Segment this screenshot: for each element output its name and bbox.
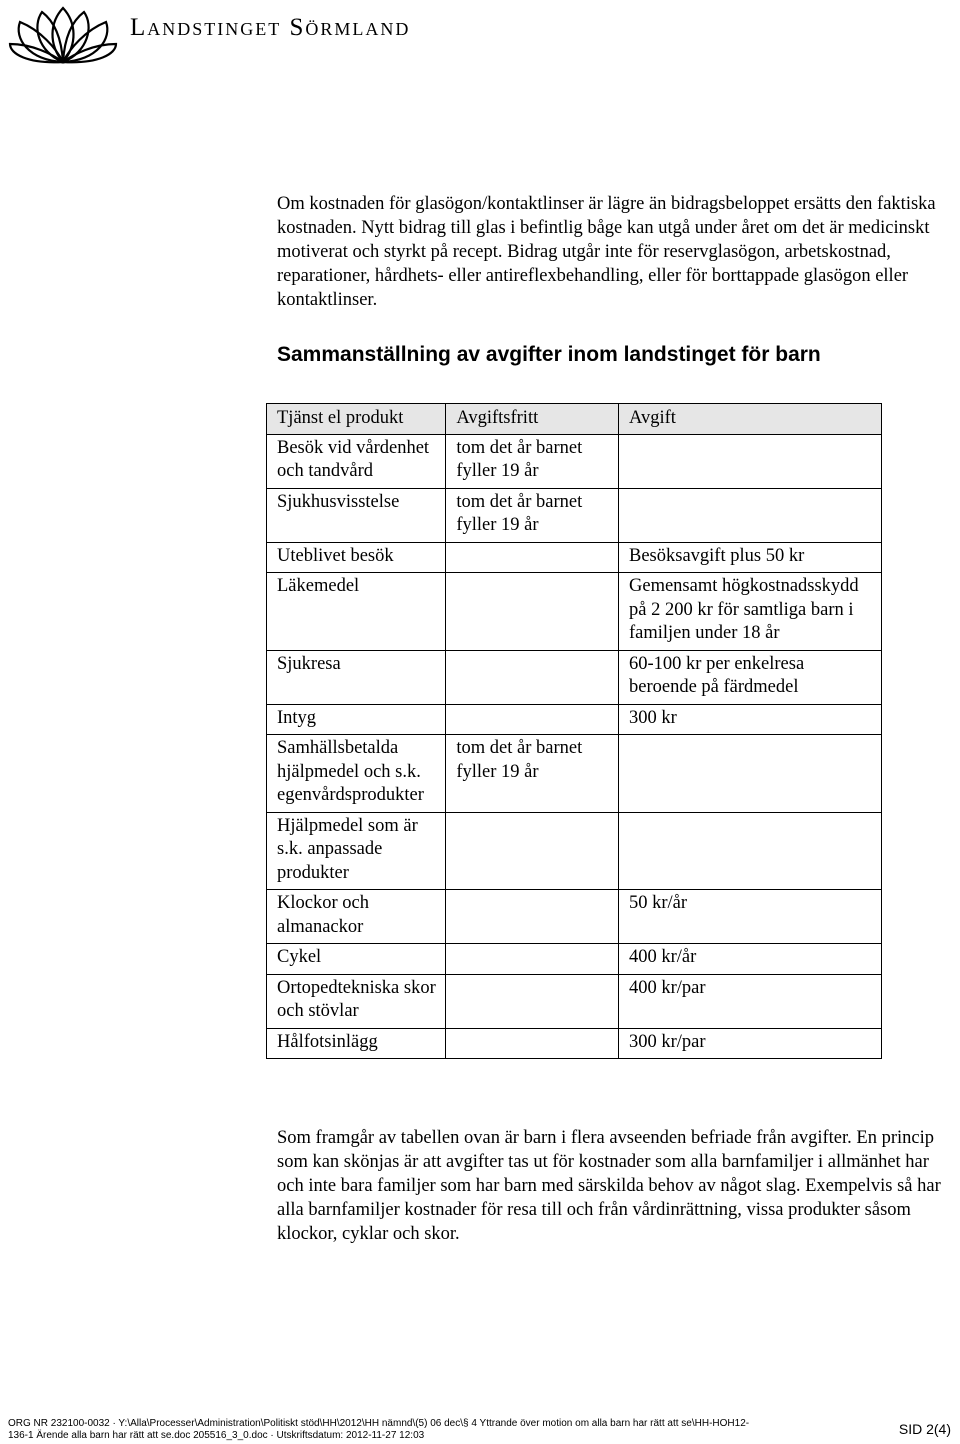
table-cell xyxy=(446,542,619,573)
table-cell: Intyg xyxy=(267,704,446,735)
table-header-row xyxy=(267,404,882,435)
intro-paragraph: Om kostnaden för glasögon/kontaktlinser är lägre än bidragsbeloppet ersätts den faktiska kostnaden. Nytt bidrag till glas i befintlig båge kan utgå under året om det är medicinskt motiverat och styrkt på recept. Bidrag utgår inte för reservglasögon, arbetskostnad, reparationer, hårdhets- eller antireflexbehandling, eller för borttappade glasögon eller kontaktlinser. xyxy=(277,194,936,310)
table-cell xyxy=(619,812,882,890)
table-cell: Sjukhusvisstelse xyxy=(267,488,446,542)
document-footer xyxy=(8,1418,868,1442)
table-cell: Sjukresa xyxy=(267,650,446,704)
table-row xyxy=(267,944,882,975)
table-cell: 400 kr/år xyxy=(619,944,882,975)
section-heading: Sammanställning av avgifter inom landstinget för barn xyxy=(277,343,821,366)
table-row xyxy=(267,974,882,1028)
fee-table xyxy=(266,403,882,1059)
table-cell: Uteblivet besök xyxy=(267,542,446,573)
table-row xyxy=(267,1028,882,1059)
table-cell: Läkemedel xyxy=(267,573,446,651)
table-cell xyxy=(446,974,619,1028)
table-cell xyxy=(619,735,882,813)
column-header: Avgift xyxy=(619,404,882,435)
closing-paragraph: Som framgår av tabellen ovan är barn i flera avseenden befriade från avgifter. En princip som kan skönjas är att avgifter tas ut för kostnader som alla barnfamiljer i allmänhet har och inte bara familjer som har barn med särskilda behov av något slag. Exempelvis så har alla barnfamiljer kostnader för resa till och från vårdinrättning, vissa produkter såsom klockor, cyklar och skor. xyxy=(277,1128,941,1244)
table-cell: tom det år barnet fyller 19 år xyxy=(446,735,619,813)
table-cell: 50 kr/år xyxy=(619,890,882,944)
table-cell: 300 kr/par xyxy=(619,1028,882,1059)
table-cell: 300 kr xyxy=(619,704,882,735)
column-header: Tjänst el produkt xyxy=(267,404,446,435)
table-row xyxy=(267,890,882,944)
table-row xyxy=(267,704,882,735)
table-cell xyxy=(446,704,619,735)
table-cell: Gemensamt högkostnadsskydd på 2 200 kr för samtliga barn i familjen under 18 år xyxy=(619,573,882,651)
table-cell: Hjälpmedel som är s.k. anpassade produkter xyxy=(267,812,446,890)
table-row xyxy=(267,812,882,890)
table-cell: tom det år barnet fyller 19 år xyxy=(446,434,619,488)
table-cell: Klockor och almanackor xyxy=(267,890,446,944)
table-cell: tom det år barnet fyller 19 år xyxy=(446,488,619,542)
table-cell: 60-100 kr per enkelresa beroende på färdmedel xyxy=(619,650,882,704)
page-number: SID 2(4) xyxy=(898,1421,951,1437)
table-row xyxy=(267,542,882,573)
table-row xyxy=(267,488,882,542)
landstinget-logo xyxy=(8,4,118,64)
table-cell xyxy=(619,488,882,542)
organization-name: Landstinget Sörmland xyxy=(130,14,411,41)
column-header: Avgiftsfritt xyxy=(446,404,619,435)
footer-path-line: ORG NR 232100-0032 · Y:\Alla\Processer\Administration\Politiskt stöd\HH\2012\HH nämnd\(5) 06 dec\§ 4 Yttrande över motion om alla barn har rätt att se\HH-HOH12- xyxy=(8,1418,750,1429)
table-cell: Hålfotsinlägg xyxy=(267,1028,446,1059)
table-cell xyxy=(446,573,619,651)
table-cell: Ortopedtekniska skor och stövlar xyxy=(267,974,446,1028)
table-cell: Besök vid vårdenhet och tandvård xyxy=(267,434,446,488)
table-cell: 400 kr/par xyxy=(619,974,882,1028)
table-cell xyxy=(446,650,619,704)
table-row xyxy=(267,434,882,488)
footer-path-line: 136-1 Ärende alla barn har rätt att se.doc 205516_3_0.doc · Utskriftsdatum: 2012-11-27 12:03 xyxy=(8,1430,425,1441)
table-cell xyxy=(446,944,619,975)
table-row xyxy=(267,735,882,813)
table-row xyxy=(267,650,882,704)
table-cell: Besöksavgift plus 50 kr xyxy=(619,542,882,573)
table-cell xyxy=(619,434,882,488)
table-cell xyxy=(446,890,619,944)
table-row xyxy=(267,573,882,651)
table-cell xyxy=(446,1028,619,1059)
table-cell: Samhällsbetalda hjälpmedel och s.k. egenvårdsprodukter xyxy=(267,735,446,813)
table-cell xyxy=(446,812,619,890)
table-cell: Cykel xyxy=(267,944,446,975)
